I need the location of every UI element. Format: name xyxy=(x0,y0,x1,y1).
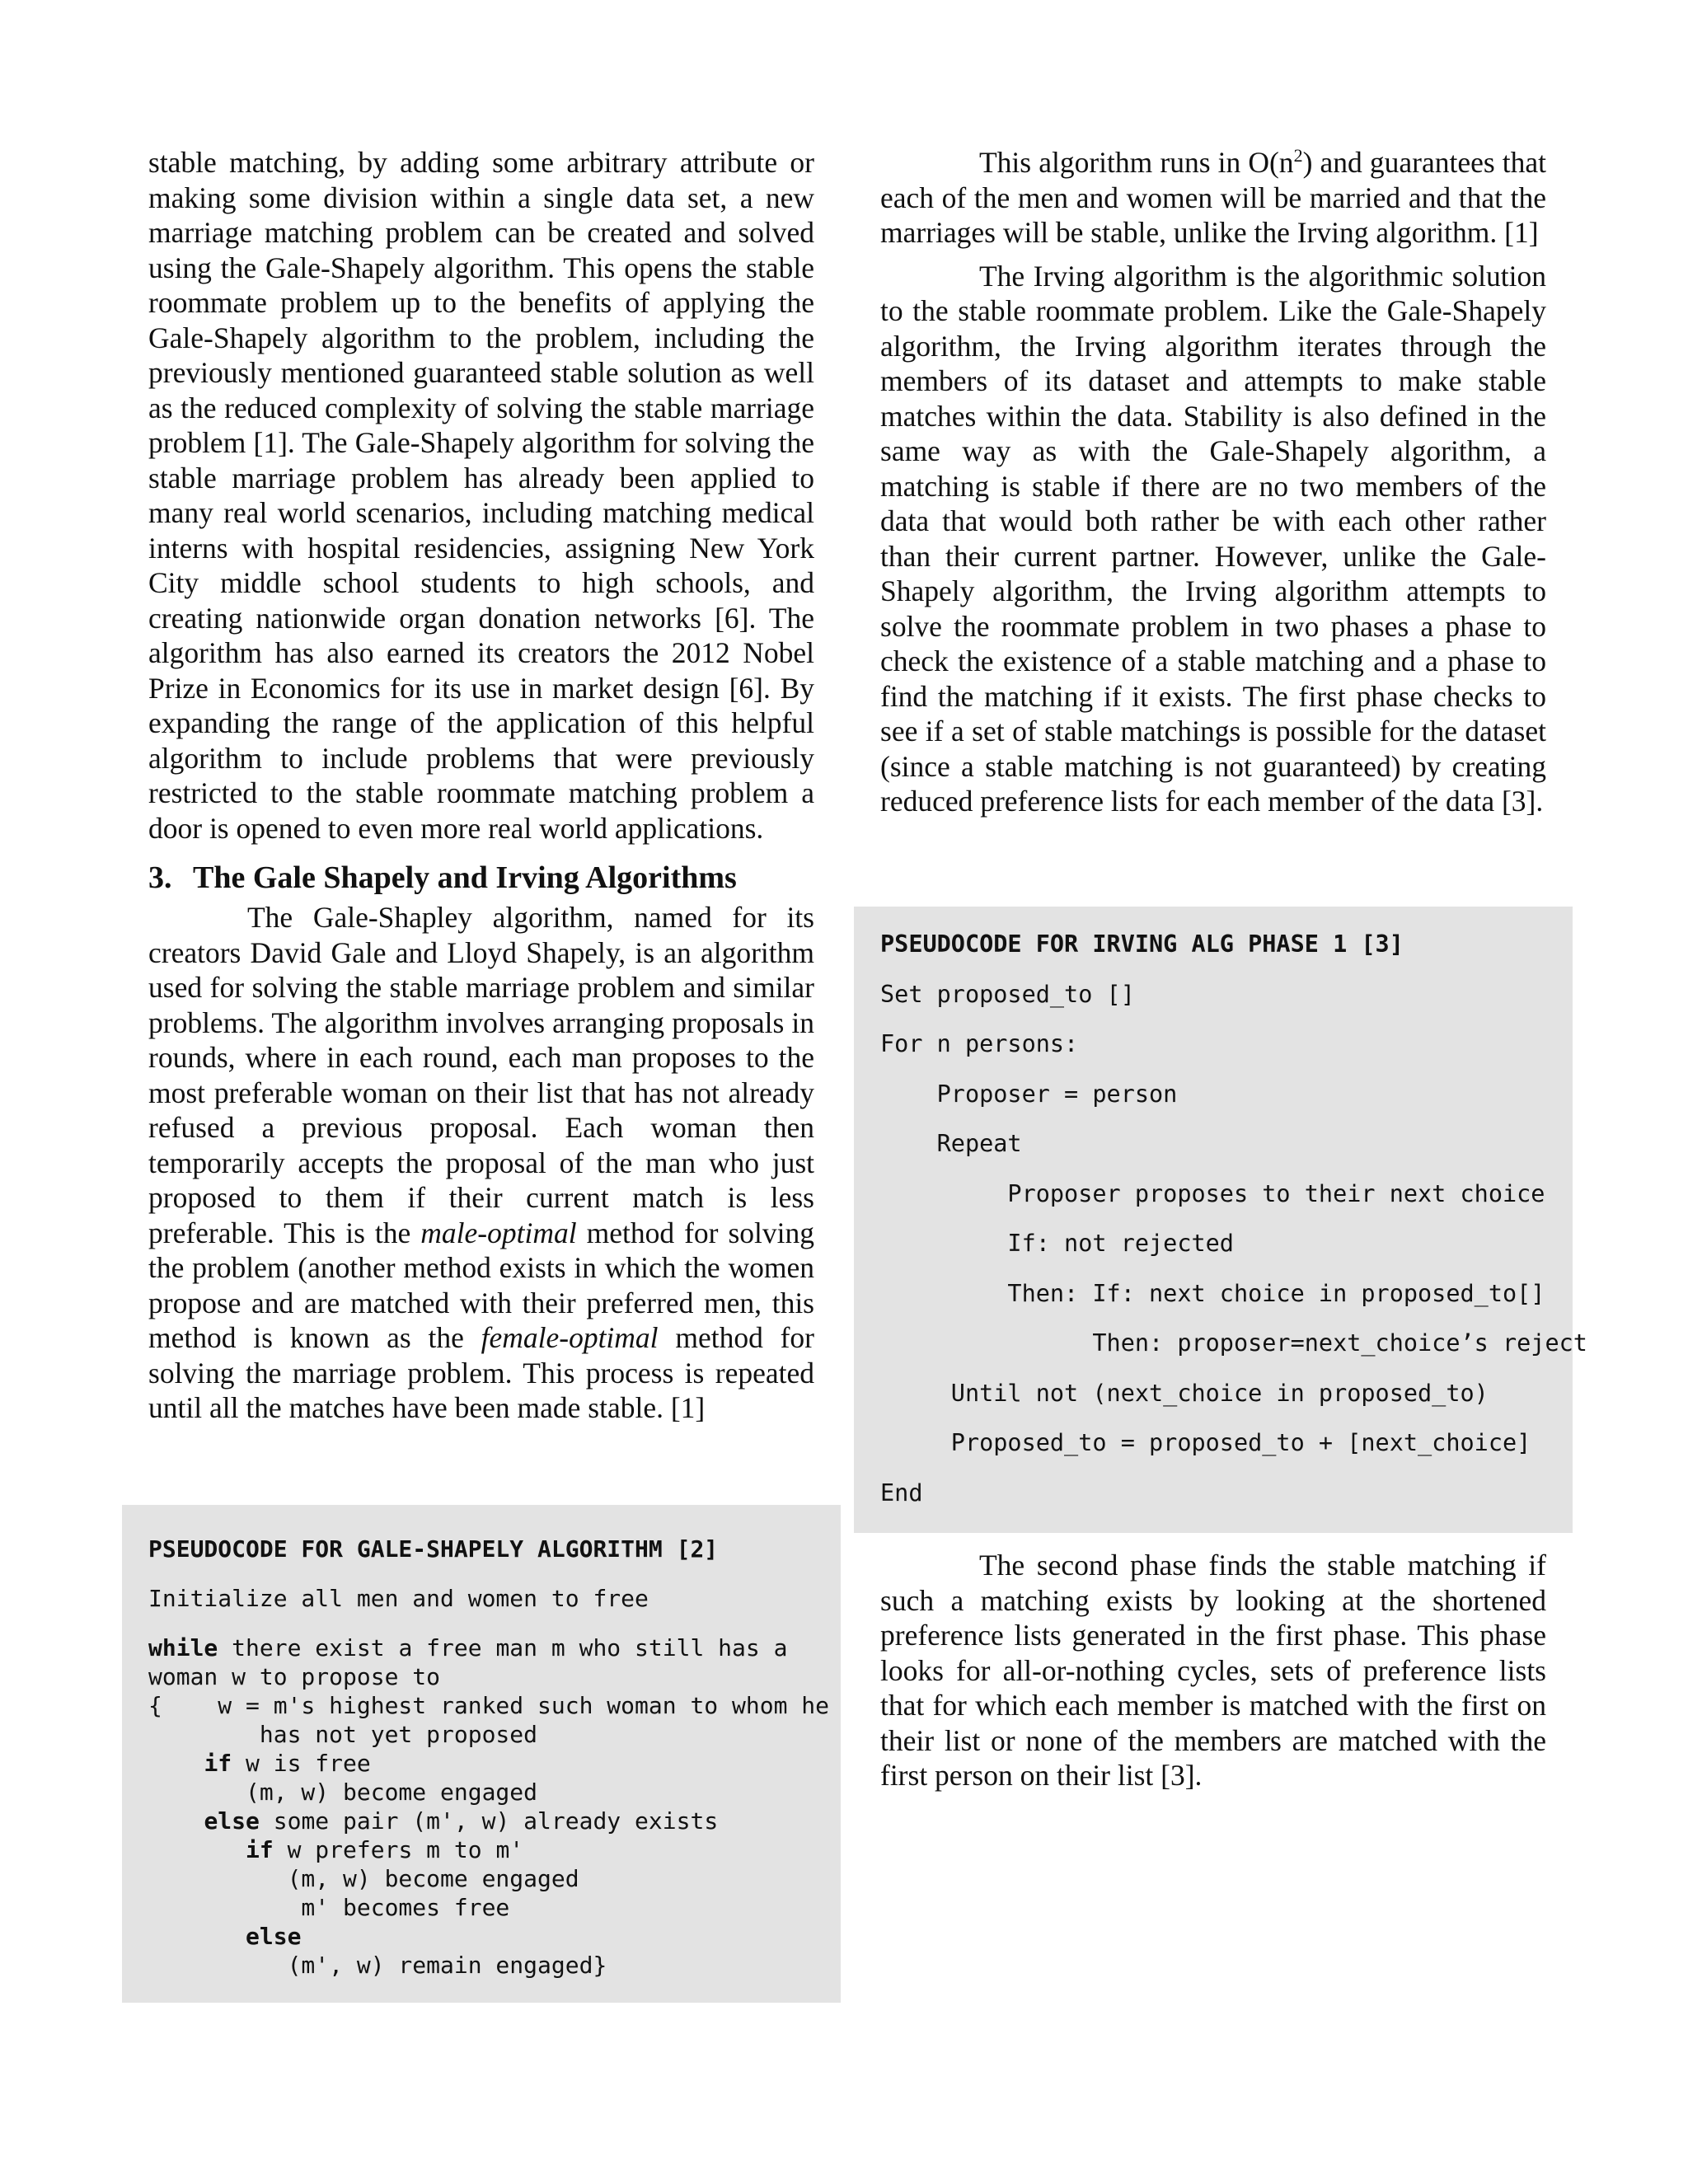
irving-code-line: If: not rejected xyxy=(880,1230,1234,1257)
irving-code-line: Proposer = person xyxy=(880,1080,1178,1108)
gale-code-line xyxy=(148,1835,841,1864)
code-text: some pair (m', w) already exists xyxy=(259,1807,719,1835)
r1-text-2: ) and guarantees that each of the men and women will be married and that the marriages will be stable, unlike the Irving algorithm. [1] xyxy=(880,146,1546,249)
gale-code-line xyxy=(148,1633,841,1662)
code-indent xyxy=(148,1750,204,1777)
gale-code-line: has not yet proposed xyxy=(148,1721,538,1748)
p2-text-1: The Gale-Shapley algorithm, named for its creators David Gale and Lloyd Shapely, is an algorithm used for solving the stable marriage problem and similar problems. The algorithm involves arranging proposals in rounds, where in each round, each man proposes to the most preferable woman on their list that has not already refused a previous proposal. Each woman then temporarily accepts the proposal of the man who just proposed to them if their current match is less preferable. This is the xyxy=(148,901,814,1249)
irving-code-line: Until not (next_choice in proposed_to) xyxy=(880,1379,1489,1407)
gale-code-line: (m, w) become engaged xyxy=(148,1865,579,1892)
gale-code-line xyxy=(148,1807,841,1835)
code-text: w prefers m to m' xyxy=(273,1836,524,1863)
right-column xyxy=(880,145,1546,819)
r1-text-1: This algorithm runs in O(n xyxy=(979,146,1294,179)
gale-code-line: (m', w) remain engaged} xyxy=(148,1952,607,1979)
code-text: there exist a free man m who still has a xyxy=(218,1634,788,1661)
gale-code-line: (m, w) become engaged xyxy=(148,1779,538,1806)
right-paragraph-2: The Irving algorithm is the algorithmic solution to the stable roommate problem. Like the Gale-Shapely algorithm, the Irving algorithm iterates through the members of its dataset and attempts to make stable matches within the data. Stability is also defined in the same way as with the Gale-Shapely algorithm, a matching is stable if there are no two members of the data that would both rather be with each other rather than their current partner. However, unlike the Gale-Shapely algorithm, the Irving algorithm attempts to solve the roommate problem in two phases a phase to check the existence of a stable matching and a phase to find the matching if it exists. The first phase checks to see if a set of stable matchings is possible for the dataset (since a stable matching is not guaranteed) by creating reduced preference lists for each member of the data [3]. xyxy=(880,259,1546,818)
irving-code-line: Set proposed_to [] xyxy=(880,980,1135,1008)
left-paragraph-2 xyxy=(148,900,814,1426)
section-heading xyxy=(148,859,814,897)
code-keyword: else xyxy=(204,1807,260,1835)
code-keyword: if xyxy=(246,1836,274,1863)
left-paragraph-1: stable matching, by adding some arbitrary attribute or making some division within a single data set, a new marriage matching problem can be created and solved using the Gale-Shapely algorithm. This opens the stable roommate problem up to the benefits of applying the Gale-Shapely algorithm to the problem, including the previously mentioned guaranteed stable solution as well as the reduced complexity of solving the stable marriage problem [1]. The Gale-Shapely algorithm for solving the stable marriage problem has already been applied to many real world scenarios, including matching medical interns with hospital residencies, assigning New York City middle school students to high schools, and creating nationwide organ donation networks [6]. The algorithm has also earned its creators the 2012 Nobel Prize in Economics for its use in market design [6]. By expanding the range of the application of this helpful algorithm to include problems that were previously restricted to the stable roommate matching problem a door is opened to even more real world applications. xyxy=(148,146,814,845)
p2-emphasis-female-optimal: female-optimal xyxy=(481,1321,659,1354)
code-keyword: if xyxy=(204,1750,232,1777)
gale-code-title: PSEUDOCODE FOR GALE-SHAPELY ALGORITHM [2] xyxy=(148,1535,719,1563)
code-indent xyxy=(148,1923,246,1950)
right-column-lower xyxy=(880,1548,1546,1793)
irving-code-line: Then: If: next choice in proposed_to[] xyxy=(880,1279,1545,1307)
code-indent xyxy=(148,1836,246,1863)
gale-code-line: Initialize all men and women to free xyxy=(148,1585,649,1612)
section-title: The Gale Shapely and Irving Algorithms xyxy=(193,860,737,895)
code-text: w is free xyxy=(232,1750,371,1777)
p2-text-3: method for solving the marriage problem. This process is repeated until all the matches have been made stable. [1] xyxy=(148,1321,814,1424)
gale-code-line: woman w to propose to xyxy=(148,1663,441,1690)
irving-code-line: For n persons: xyxy=(880,1030,1079,1057)
code-keyword: while xyxy=(148,1634,218,1661)
gale-code-line xyxy=(148,1922,841,1951)
irving-code-line: Proposed_to = proposed_to + [next_choice] xyxy=(880,1429,1531,1456)
right-paragraph-3: The second phase finds the stable matching if such a matching exists by looking at the shortened preference lists generated in the first phase. This phase looks for all-or-nothing cycles, sets of preference lists that for which each member is matched with the first on their list or none of the members are matched with the first person on their list [3]. xyxy=(880,1549,1546,1792)
irving-code-line: Repeat xyxy=(880,1130,1022,1157)
section-number: 3. xyxy=(148,860,172,895)
code-keyword: else xyxy=(246,1923,302,1950)
irving-pseudocode-box xyxy=(854,907,1587,1533)
gale-code-line: { w = m's highest ranked such woman to whom he xyxy=(148,1692,830,1719)
gale-code-line: m' becomes free xyxy=(148,1894,510,1921)
irving-code-title: PSEUDOCODE FOR IRVING ALG PHASE 1 [3] xyxy=(880,930,1404,958)
p2-text-2: method for solving the problem (another method exists in which the women propose and are matched with their preferred men, this method is known as the xyxy=(148,1216,815,1354)
code-indent xyxy=(148,1807,204,1835)
irving-code-line: Proposer proposes to their next choice xyxy=(880,1179,1545,1207)
gale-shapely-pseudocode-box xyxy=(122,1505,841,2003)
irving-code-line: End xyxy=(880,1479,923,1507)
p2-emphasis-male-optimal: male-optimal xyxy=(420,1216,577,1249)
gale-code-line xyxy=(148,1749,841,1778)
exponent: 2 xyxy=(1293,145,1303,166)
irving-code-line: Then: proposer=next_choice’s reject xyxy=(880,1329,1587,1357)
right-paragraph-1 xyxy=(880,145,1546,251)
left-column xyxy=(148,145,814,1426)
